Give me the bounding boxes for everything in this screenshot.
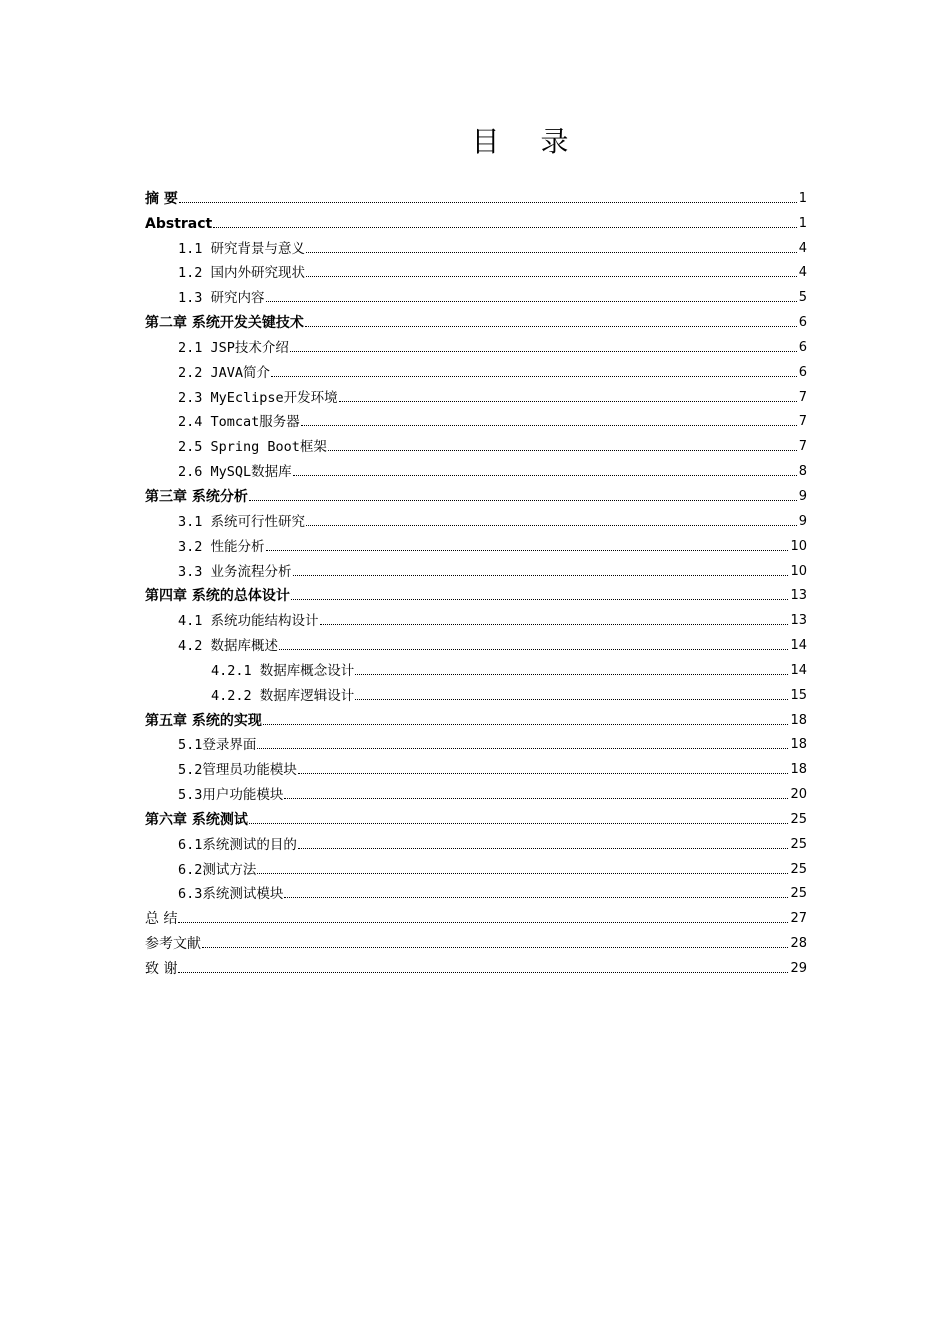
toc-entry-page-number: 25 bbox=[790, 811, 807, 827]
toc-entry-title: 第四章 系统的总体设计 bbox=[145, 588, 290, 605]
dot-leader bbox=[178, 922, 788, 923]
toc-entry[interactable] bbox=[145, 506, 807, 531]
toc-entry-page-number: 18 bbox=[790, 737, 807, 753]
toc-entry[interactable] bbox=[145, 879, 807, 904]
toc-entry[interactable] bbox=[145, 332, 807, 357]
toc-entry-page-number: 1 bbox=[798, 215, 807, 231]
toc-entry[interactable] bbox=[145, 307, 807, 332]
toc-entry-page-number: 27 bbox=[790, 911, 807, 927]
toc-entry-page-number: 7 bbox=[798, 439, 807, 455]
toc-entry-page-number: 10 bbox=[790, 563, 807, 579]
toc-entry[interactable] bbox=[145, 804, 807, 829]
dot-leader bbox=[178, 972, 788, 973]
toc-entry-title: 2.2 JAVA简介 bbox=[178, 364, 271, 381]
toc-entry-page-number: 28 bbox=[790, 936, 807, 952]
toc-entry-title: 第二章 系统开发关键技术 bbox=[145, 315, 304, 332]
toc-entry-title: 5.1登录界面 bbox=[178, 737, 257, 754]
toc-entry[interactable] bbox=[145, 928, 807, 953]
toc-entry-page-number: 7 bbox=[798, 414, 807, 430]
dot-leader bbox=[291, 599, 789, 600]
dot-leader bbox=[328, 450, 797, 451]
toc-entry-page-number: 8 bbox=[798, 464, 807, 480]
dot-leader bbox=[306, 525, 797, 526]
toc-entry-title: 5.2管理员功能模块 bbox=[178, 762, 297, 779]
dot-leader bbox=[284, 897, 788, 898]
toc-entry[interactable] bbox=[145, 581, 807, 606]
dot-leader bbox=[284, 798, 788, 799]
toc-entry[interactable] bbox=[145, 407, 807, 432]
dot-leader bbox=[355, 674, 788, 675]
dot-leader bbox=[202, 947, 788, 948]
toc-entry-title: 3.3 业务流程分析 bbox=[178, 563, 292, 580]
toc-entry-title: 2.3 MyEclipse开发环境 bbox=[178, 389, 338, 406]
dot-leader bbox=[355, 699, 788, 700]
toc-entry-title: 4.2 数据库概述 bbox=[178, 638, 279, 655]
toc-entry[interactable] bbox=[145, 258, 807, 283]
toc-entry[interactable] bbox=[145, 605, 807, 630]
toc-entry-page-number: 25 bbox=[790, 836, 807, 852]
dot-leader bbox=[266, 550, 789, 551]
toc-entry-title: 5.3用户功能模块 bbox=[178, 787, 284, 804]
dot-leader bbox=[298, 773, 789, 774]
dot-leader bbox=[305, 326, 797, 327]
dot-leader bbox=[298, 848, 789, 849]
toc-entry[interactable] bbox=[145, 183, 807, 208]
toc-entry-title: 4.2.2 数据库逻辑设计 bbox=[211, 687, 355, 704]
toc-entry-title: Abstract bbox=[145, 215, 213, 232]
toc-entry-page-number: 13 bbox=[790, 613, 807, 629]
toc-entry[interactable] bbox=[145, 431, 807, 456]
toc-entry-page-number: 15 bbox=[790, 687, 807, 703]
toc-entry[interactable] bbox=[145, 630, 807, 655]
toc-entry-title: 2.1 JSP技术介绍 bbox=[178, 339, 289, 356]
toc-entry-title: 致 谢 bbox=[145, 961, 178, 977]
dot-leader bbox=[290, 351, 797, 352]
toc-entry-title: 1.1 研究背景与意义 bbox=[178, 240, 306, 257]
page-title: 目 录 bbox=[471, 125, 585, 158]
toc-entry-title: 2.5 Spring Boot框架 bbox=[178, 439, 327, 456]
dot-leader bbox=[257, 748, 788, 749]
toc-entry[interactable] bbox=[145, 382, 807, 407]
toc-entry-title: 6.1系统测试的目的 bbox=[178, 836, 297, 853]
dot-leader bbox=[293, 475, 797, 476]
toc-entry-page-number: 6 bbox=[798, 339, 807, 355]
toc-entry-title: 2.6 MySQL数据库 bbox=[178, 464, 292, 481]
dot-leader bbox=[249, 823, 789, 824]
toc-entry-page-number: 25 bbox=[790, 861, 807, 877]
toc-entry-page-number: 9 bbox=[798, 488, 807, 504]
dot-leader bbox=[301, 425, 797, 426]
toc-entry[interactable] bbox=[145, 730, 807, 755]
toc-entry-title: 第六章 系统测试 bbox=[145, 811, 248, 828]
dot-leader bbox=[320, 624, 789, 625]
toc-entry-title: 总 结 bbox=[145, 911, 178, 928]
dot-leader bbox=[271, 376, 797, 377]
dot-leader bbox=[249, 500, 797, 501]
toc-entry-page-number: 25 bbox=[790, 886, 807, 902]
toc-entry-page-number: 14 bbox=[790, 638, 807, 654]
toc-entry-title: 摘 要 bbox=[145, 190, 178, 207]
dot-leader bbox=[279, 649, 788, 650]
toc-entry-title: 3.1 系统可行性研究 bbox=[178, 513, 306, 530]
toc-entry-page-number: 4 bbox=[798, 240, 807, 256]
table-of-contents bbox=[145, 183, 807, 978]
toc-entry-page-number: 4 bbox=[798, 265, 807, 281]
toc-entry-page-number: 14 bbox=[790, 662, 807, 678]
toc-entry-page-number: 18 bbox=[790, 712, 807, 728]
toc-entry-page-number: 13 bbox=[790, 588, 807, 604]
toc-entry[interactable] bbox=[145, 903, 807, 928]
toc-entry-page-number: 6 bbox=[798, 315, 807, 331]
toc-entry[interactable] bbox=[145, 953, 807, 978]
toc-entry[interactable] bbox=[145, 655, 807, 680]
dot-leader bbox=[257, 873, 788, 874]
dot-leader bbox=[293, 575, 789, 576]
dot-leader bbox=[263, 724, 789, 725]
dot-leader bbox=[339, 401, 797, 402]
toc-entry[interactable] bbox=[145, 705, 807, 730]
toc-entry[interactable] bbox=[145, 456, 807, 481]
toc-entry[interactable] bbox=[145, 531, 807, 556]
dot-leader bbox=[179, 202, 797, 203]
toc-entry[interactable] bbox=[145, 779, 807, 804]
dot-leader bbox=[306, 276, 797, 277]
toc-entry-page-number: 29 bbox=[790, 961, 807, 976]
toc-entry-title: 1.3 研究内容 bbox=[178, 290, 265, 307]
toc-entry-title: 第五章 系统的实现 bbox=[145, 712, 262, 729]
toc-entry-page-number: 9 bbox=[798, 513, 807, 529]
toc-entry-page-number: 10 bbox=[790, 538, 807, 554]
toc-entry[interactable] bbox=[145, 208, 807, 233]
toc-entry[interactable] bbox=[145, 233, 807, 258]
dot-leader bbox=[266, 301, 797, 302]
toc-entry-page-number: 5 bbox=[798, 290, 807, 306]
toc-entry-page-number: 1 bbox=[798, 190, 807, 206]
toc-entry-page-number: 6 bbox=[798, 364, 807, 380]
toc-entry-page-number: 20 bbox=[790, 787, 807, 803]
toc-entry-page-number: 7 bbox=[798, 389, 807, 405]
toc-entry-page-number: 18 bbox=[790, 762, 807, 778]
toc-entry[interactable] bbox=[145, 357, 807, 382]
toc-entry[interactable] bbox=[145, 481, 807, 506]
toc-entry-title: 参考文献 bbox=[145, 936, 201, 953]
toc-entry-title: 第三章 系统分析 bbox=[145, 488, 248, 505]
dot-leader bbox=[213, 227, 796, 228]
toc-entry-title: 6.2测试方法 bbox=[178, 861, 257, 878]
toc-entry-title: 6.3系统测试模块 bbox=[178, 886, 284, 903]
toc-entry[interactable] bbox=[145, 282, 807, 307]
toc-entry-title: 4.2.1 数据库概念设计 bbox=[211, 662, 355, 679]
toc-entry-title: 4.1 系统功能结构设计 bbox=[178, 613, 319, 630]
toc-entry-title: 3.2 性能分析 bbox=[178, 538, 265, 555]
toc-entry[interactable] bbox=[145, 829, 807, 854]
toc-entry-title: 1.2 国内外研究现状 bbox=[178, 265, 306, 282]
toc-entry[interactable] bbox=[145, 854, 807, 879]
dot-leader bbox=[306, 252, 797, 253]
toc-entry[interactable] bbox=[145, 556, 807, 581]
toc-entry[interactable] bbox=[145, 680, 807, 705]
toc-entry-title: 2.4 Tomcat服务器 bbox=[178, 414, 300, 431]
toc-entry[interactable] bbox=[145, 754, 807, 779]
